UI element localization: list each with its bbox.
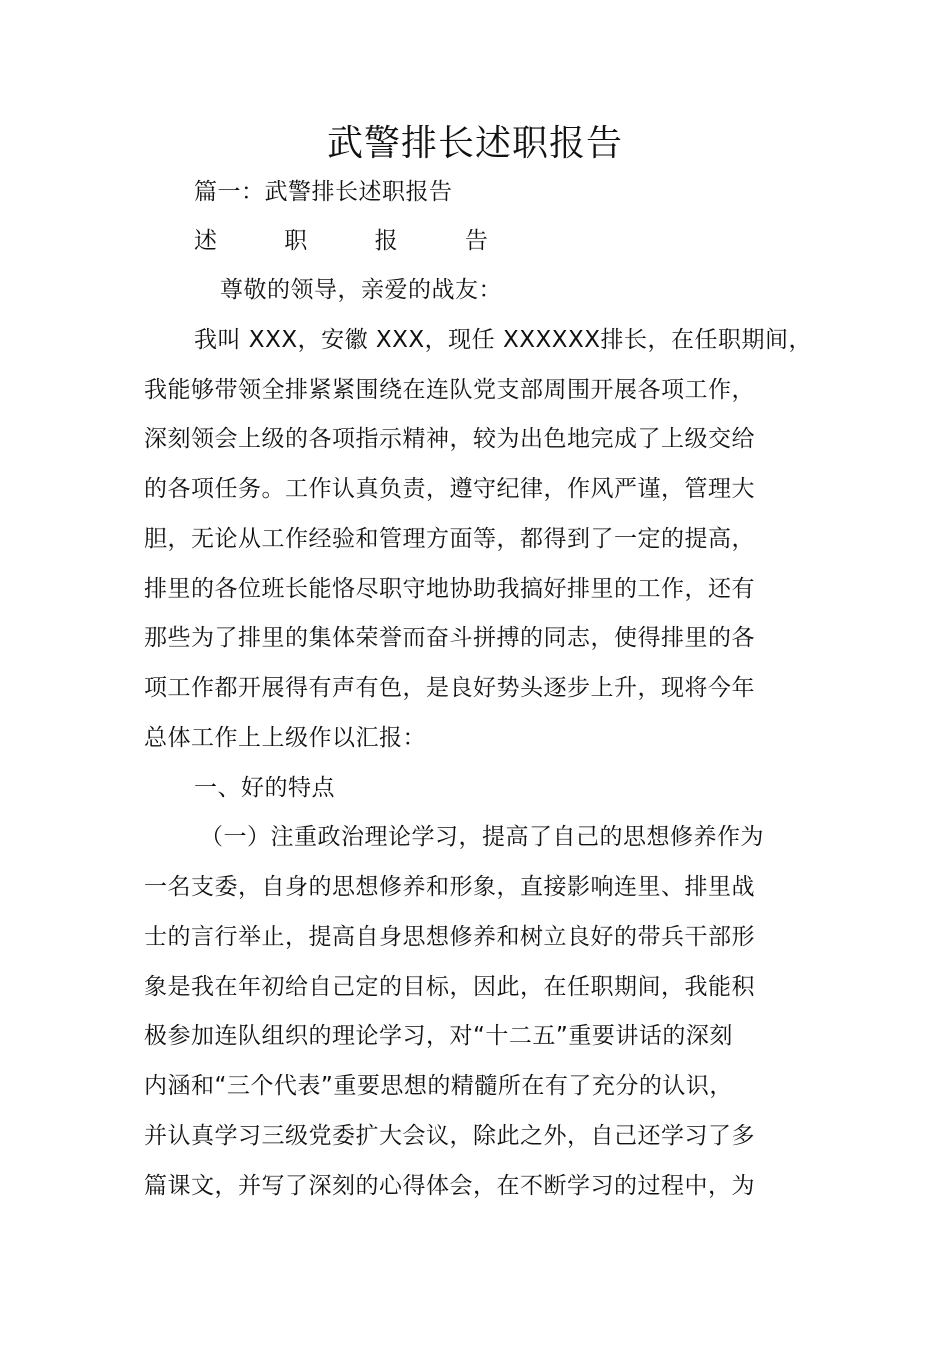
body-line: 一名支委，自身的思想修养和形象，直接影响连里、排里战 <box>144 874 755 900</box>
body-line: 象是我在年初给自己定的目标，因此，在任职期间，我能积 <box>144 974 755 1000</box>
body-line: 我能够带领全排紧紧围绕在连队党支部周围开展各项工作， <box>144 377 755 403</box>
document-title: 武警排长述职报告 <box>326 123 623 164</box>
section-heading: 一、好的特点 <box>194 775 335 801</box>
body-line: 士的言行举止，提高自身思想修养和树立良好的带兵干部形 <box>144 924 755 950</box>
body-line: 项工作都开展得有声有色，是良好势头逐步上升，现将今年 <box>144 675 755 701</box>
body-line: 深刻领会上级的各项指示精神，较为出色地完成了上级交给 <box>144 426 755 452</box>
salutation: 尊敬的领导，亲爱的战友： <box>220 277 502 303</box>
body-line: 极参加连队组织的理论学习，对“十二五”重要讲话的深刻 <box>144 1023 733 1049</box>
document-subtitle: 篇一：武警排长述职报告 <box>194 179 453 205</box>
body-line: 排里的各位班长能恪尽职守地协助我搞好排里的工作，还有 <box>144 576 755 602</box>
body-line: 我叫 XXX，安徽 XXX，现任 XXXXXX排长，在任职期间， <box>194 327 813 353</box>
body-line: 并认真学习三级党委扩大会议，除此之外，自己还学习了多 <box>144 1123 755 1149</box>
body-line: 胆，无论从工作经验和管理方面等，都得到了一定的提高， <box>144 526 755 552</box>
report-heading: 述 职 报 告 <box>194 228 518 254</box>
body-line: 的各项任务。工作认真负责，遵守纪律，作风严谨，管理大 <box>144 476 755 502</box>
subsection-heading: （一）注重政治理论学习，提高了自己的思想修养作为 <box>200 824 764 850</box>
body-line: 那些为了排里的集体荣誉而奋斗拼搏的同志，使得排里的各 <box>144 625 755 651</box>
body-line: 内涵和“三个代表”重要思想的精髓所在有了充分的认识， <box>144 1073 733 1099</box>
body-line: 篇课文，并写了深刻的心得体会，在不断学习的过程中，为 <box>144 1173 755 1199</box>
body-line: 总体工作上上级作以汇报： <box>144 725 426 751</box>
